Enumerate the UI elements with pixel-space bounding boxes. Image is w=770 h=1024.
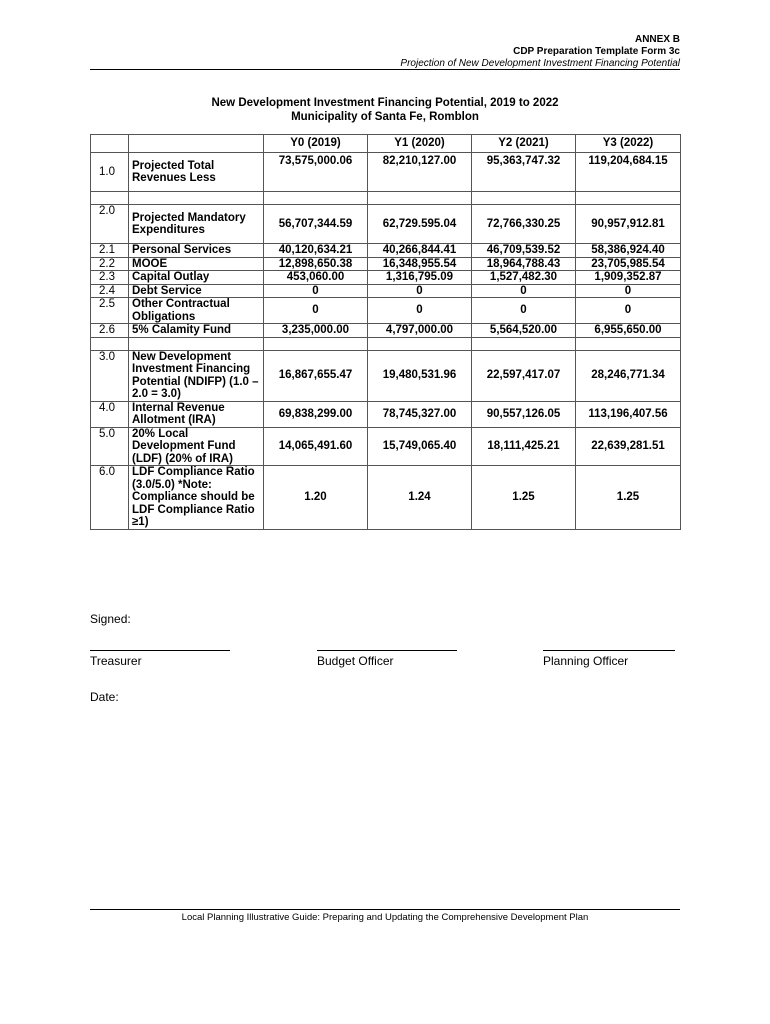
column-header: Y1 (2020) (368, 135, 472, 153)
signature-line (90, 650, 230, 651)
footer-divider (90, 909, 680, 910)
table-row (91, 244, 681, 258)
row-value: 18,964,788.43 (472, 257, 576, 271)
table-row (91, 284, 681, 298)
row-number: 1.0 (91, 153, 129, 192)
row-value: 453,060.00 (264, 271, 368, 285)
row-value: 40,266,844.41 (368, 244, 472, 258)
row-number: 2.2 (91, 257, 129, 271)
row-value: 1,527,482.30 (472, 271, 576, 285)
signatory-title: Planning Officer (543, 654, 629, 668)
row-value: 40,120,634.21 (264, 244, 368, 258)
row-label: New Development Investment Financing Potential (NDIFP) (1.0 – 2.0 = 3.0) (129, 350, 264, 401)
title-line-2: Municipality of Santa Fe, Romblon (291, 111, 479, 123)
spacer-row (91, 192, 681, 205)
form-subtitle: Projection of New Development Investment Financing Potential (400, 58, 680, 69)
signatory-title: Budget Officer (317, 654, 394, 668)
row-value: 1.24 (368, 466, 472, 530)
row-number: 2.4 (91, 284, 129, 298)
row-number: 3.0 (91, 350, 129, 401)
row-value: 0 (264, 298, 368, 324)
row-number: 2.0 (91, 205, 129, 244)
row-value: 19,480,531.96 (368, 350, 472, 401)
signature-block-budget-officer (317, 650, 457, 668)
row-value: 6,955,650.00 (576, 324, 681, 338)
row-value: 22,639,281.51 (576, 427, 681, 466)
row-value: 0 (368, 284, 472, 298)
row-value: 16,867,655.47 (264, 350, 368, 401)
table-header-row (91, 135, 681, 153)
row-value: 14,065,491.60 (264, 427, 368, 466)
row-value: 1.25 (576, 466, 681, 530)
row-label: LDF Compliance Ratio (3.0/5.0) *Note: Compliance should be LDF Compliance Ratio ≥1) (129, 466, 264, 530)
spacer-row (91, 337, 681, 350)
date-label: Date: (90, 690, 119, 704)
row-label: MOOE (129, 257, 264, 271)
table-row (91, 205, 681, 244)
row-value: 90,557,126.05 (472, 401, 576, 427)
table-row (91, 271, 681, 285)
row-number: 2.3 (91, 271, 129, 285)
row-number: 5.0 (91, 427, 129, 466)
header-divider (90, 69, 680, 70)
row-label: Projected Mandatory Expenditures (129, 205, 264, 244)
column-header: Y2 (2021) (472, 135, 576, 153)
row-value: 119,204,684.15 (576, 153, 681, 192)
row-value: 69,838,299.00 (264, 401, 368, 427)
row-value: 58,386,924.40 (576, 244, 681, 258)
table-row (91, 153, 681, 192)
row-value: 12,898,650.38 (264, 257, 368, 271)
table-row (91, 298, 681, 324)
table-row (91, 427, 681, 466)
row-number: 6.0 (91, 466, 129, 530)
row-label: Other Contractual Obligations (129, 298, 264, 324)
row-value: 22,597,417.07 (472, 350, 576, 401)
row-label: 20% Local Development Fund (LDF) (20% of IRA) (129, 427, 264, 466)
row-value: 0 (264, 284, 368, 298)
row-value: 23,705,985.54 (576, 257, 681, 271)
row-value: 82,210,127.00 (368, 153, 472, 192)
signature-line (317, 650, 457, 651)
financing-table (90, 134, 681, 530)
row-value: 1,909,352.87 (576, 271, 681, 285)
column-header: Y3 (2022) (576, 135, 681, 153)
title-line-1: New Development Investment Financing Potential, 2019 to 2022 (211, 97, 559, 109)
row-label: 5% Calamity Fund (129, 324, 264, 338)
row-value: 0 (576, 284, 681, 298)
row-value: 3,235,000.00 (264, 324, 368, 338)
row-value: 16,348,955.54 (368, 257, 472, 271)
table-row (91, 466, 681, 530)
row-label: Debt Service (129, 284, 264, 298)
row-value: 15,749,065.40 (368, 427, 472, 466)
row-value: 73,575,000.06 (264, 153, 368, 192)
row-number: 2.6 (91, 324, 129, 338)
table-row (91, 324, 681, 338)
page-footer: Local Planning Illustrative Guide: Preparing and Updating the Comprehensive Development Plan (181, 912, 589, 923)
row-number: 2.1 (91, 244, 129, 258)
signature-block-planning-officer (543, 650, 675, 668)
table-row (91, 257, 681, 271)
signed-label: Signed: (90, 612, 131, 626)
row-value: 0 (368, 298, 472, 324)
table-row (91, 350, 681, 401)
row-value: 0 (472, 284, 576, 298)
row-value: 72,766,330.25 (472, 205, 576, 244)
row-number: 2.5 (91, 298, 129, 324)
form-label: CDP Preparation Template Form 3c (513, 46, 680, 57)
column-header: Y0 (2019) (264, 135, 368, 153)
row-label: Capital Outlay (129, 271, 264, 285)
row-label: Projected Total Revenues Less (129, 153, 264, 192)
document-title (0, 96, 770, 124)
table-row (91, 401, 681, 427)
row-value: 90,957,912.81 (576, 205, 681, 244)
signatory-title: Treasurer (90, 654, 142, 668)
row-value: 28,246,771.34 (576, 350, 681, 401)
row-value: 18,111,425.21 (472, 427, 576, 466)
row-value: 0 (576, 298, 681, 324)
row-value: 95,363,747.32 (472, 153, 576, 192)
row-value: 78,745,327.00 (368, 401, 472, 427)
row-value: 4,797,000.00 (368, 324, 472, 338)
row-label: Personal Services (129, 244, 264, 258)
row-value: 62,729.595.04 (368, 205, 472, 244)
signature-block-treasurer (90, 650, 230, 668)
annex-label: ANNEX B (634, 34, 680, 45)
row-value: 56,707,344.59 (264, 205, 368, 244)
row-number: 4.0 (91, 401, 129, 427)
row-value: 1,316,795.09 (368, 271, 472, 285)
row-value: 0 (472, 298, 576, 324)
row-value: 5,564,520.00 (472, 324, 576, 338)
row-value: 46,709,539.52 (472, 244, 576, 258)
annex-header (400, 34, 680, 70)
row-value: 113,196,407.56 (576, 401, 681, 427)
row-value: 1.20 (264, 466, 368, 530)
row-value: 1.25 (472, 466, 576, 530)
row-label: Internal Revenue Allotment (IRA) (129, 401, 264, 427)
signature-line (543, 650, 675, 651)
